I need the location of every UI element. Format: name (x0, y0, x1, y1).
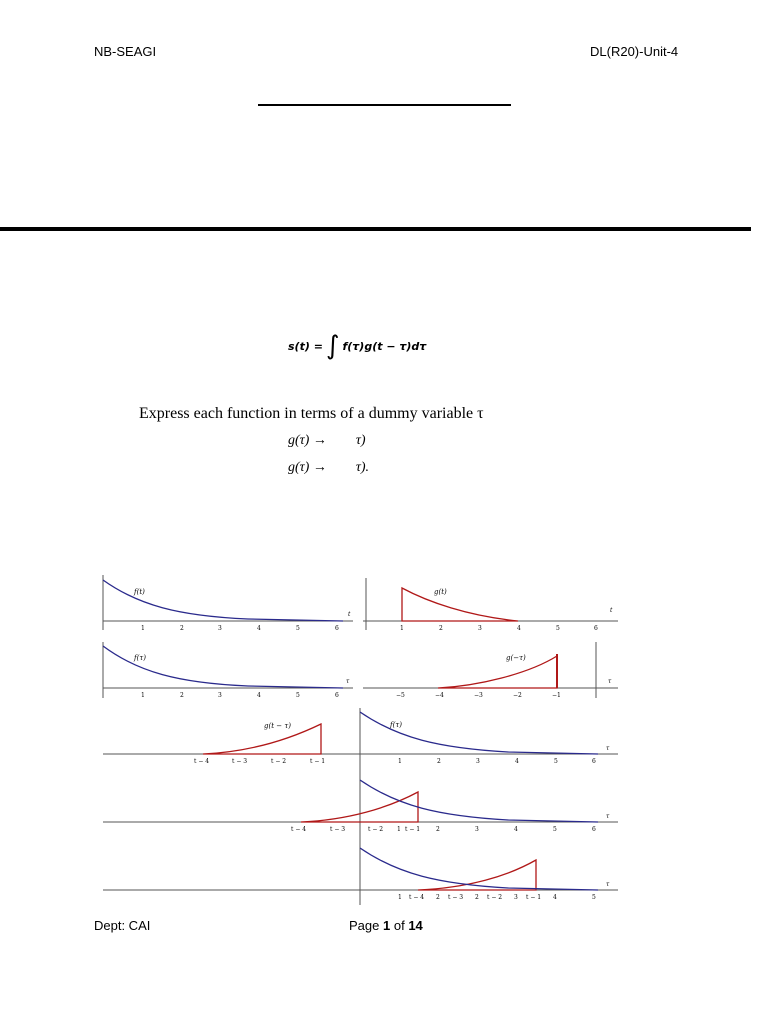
g-curve (402, 588, 518, 621)
f-curve (103, 646, 343, 688)
tick: −4 (435, 692, 444, 699)
axis-label: t (610, 607, 613, 614)
integral-symbol: ∫ (325, 331, 340, 361)
tick: 6 (335, 692, 339, 699)
header-right: DL(R20)-Unit-4 (590, 44, 679, 59)
tick: 3 (476, 758, 480, 765)
tick: 5 (556, 625, 560, 632)
tick: 2 (180, 625, 184, 632)
tick: 1 (398, 894, 402, 901)
g-reversed-curve (438, 656, 557, 688)
page-of: of (393, 918, 405, 933)
g-label: g(−τ) (506, 654, 526, 662)
axis-label: τ (606, 745, 610, 752)
tick: t − 3 (330, 826, 346, 833)
tick: t − 1 (310, 758, 326, 765)
tick: 4 (553, 894, 557, 901)
g-shifted-curve (203, 724, 321, 754)
tick: 3 (478, 625, 482, 632)
tick: −3 (474, 692, 483, 699)
tick: 2 (436, 894, 440, 901)
panel2-right (363, 642, 618, 699)
tick: t − 4 (291, 826, 307, 833)
g-label: g(t − τ) (264, 722, 291, 730)
tick: 5 (296, 692, 300, 699)
page-current: 1 (383, 918, 391, 933)
tick: 5 (296, 625, 300, 632)
tick: 5 (554, 758, 558, 765)
tick: 1 (141, 625, 145, 632)
axis-label: τ (606, 813, 610, 820)
tick: 2 (439, 625, 443, 632)
tick: 5 (553, 826, 557, 833)
formula-lhs: s(t) = (288, 339, 323, 353)
tick: 1 (398, 758, 402, 765)
tick: 3 (514, 894, 518, 901)
tick: t − 1 (526, 894, 542, 901)
section-divider (0, 227, 751, 231)
title-underline (258, 104, 511, 106)
tick: 3 (218, 692, 222, 699)
convolution-formula (288, 333, 426, 359)
f-label: f(τ) (390, 721, 402, 729)
g-label: g(t) (434, 588, 447, 596)
tick: 2 (437, 758, 441, 765)
footer-dept: Dept: CAI (94, 918, 151, 933)
tick: 4 (517, 625, 521, 632)
tick: −5 (396, 692, 405, 699)
tick: 4 (257, 692, 261, 699)
f-label: f(t) (134, 588, 145, 596)
page-total: 14 (408, 918, 423, 933)
mapping-1 (288, 433, 366, 449)
convolution-figure (98, 570, 624, 905)
tick: 1 (397, 826, 401, 833)
mapping-1-rhs: τ) (355, 433, 366, 448)
formula-rhs: f(τ)g(t − τ)dτ (342, 339, 427, 353)
tick: 4 (257, 625, 261, 632)
tick: t − 3 (448, 894, 464, 901)
tick: 6 (592, 826, 596, 833)
tick: 3 (218, 625, 222, 632)
axis-label: τ (608, 678, 612, 685)
panel1-left (103, 575, 353, 632)
tick: t − 2 (271, 758, 287, 765)
tick: 6 (594, 625, 598, 632)
tick: 2 (475, 894, 479, 901)
page-prefix: Page (349, 918, 380, 933)
tick: −1 (552, 692, 561, 699)
tick: 3 (475, 826, 479, 833)
tick: t − 2 (368, 826, 384, 833)
tick: 2 (180, 692, 184, 699)
axis-label: t (348, 611, 351, 618)
mapping-2-lhs: g(τ) → (288, 460, 327, 475)
tick: t − 1 (405, 826, 421, 833)
tick: t − 2 (487, 894, 503, 901)
axis-label: τ (606, 881, 610, 888)
tick: 6 (335, 625, 339, 632)
panel2-left (103, 642, 353, 699)
tick: −2 (513, 692, 522, 699)
tick: t − 3 (232, 758, 248, 765)
axis-label: τ (346, 678, 350, 685)
tick: 4 (514, 826, 518, 833)
tick: t − 4 (409, 894, 425, 901)
panel3 (103, 708, 618, 905)
instruction-text: Express each function in terms of a dummy variable τ (139, 405, 484, 422)
mapping-2-rhs: τ). (355, 460, 370, 475)
f-curve (360, 848, 598, 890)
mapping-2 (288, 460, 369, 476)
f-curve (360, 780, 598, 822)
mapping-1-lhs: g(τ) → (288, 433, 327, 448)
panel1-right (363, 578, 618, 632)
header-left: NB-SEAGI (94, 44, 157, 59)
tick: 2 (436, 826, 440, 833)
f-label: f(τ) (134, 654, 146, 662)
f-curve (103, 580, 343, 621)
tick: 5 (592, 894, 596, 901)
tick: 1 (400, 625, 404, 632)
footer-page-number (349, 918, 423, 933)
f-curve (360, 712, 598, 754)
tick: 4 (515, 758, 519, 765)
tick: t − 4 (194, 758, 210, 765)
tick: 1 (141, 692, 145, 699)
tick: 6 (592, 758, 596, 765)
